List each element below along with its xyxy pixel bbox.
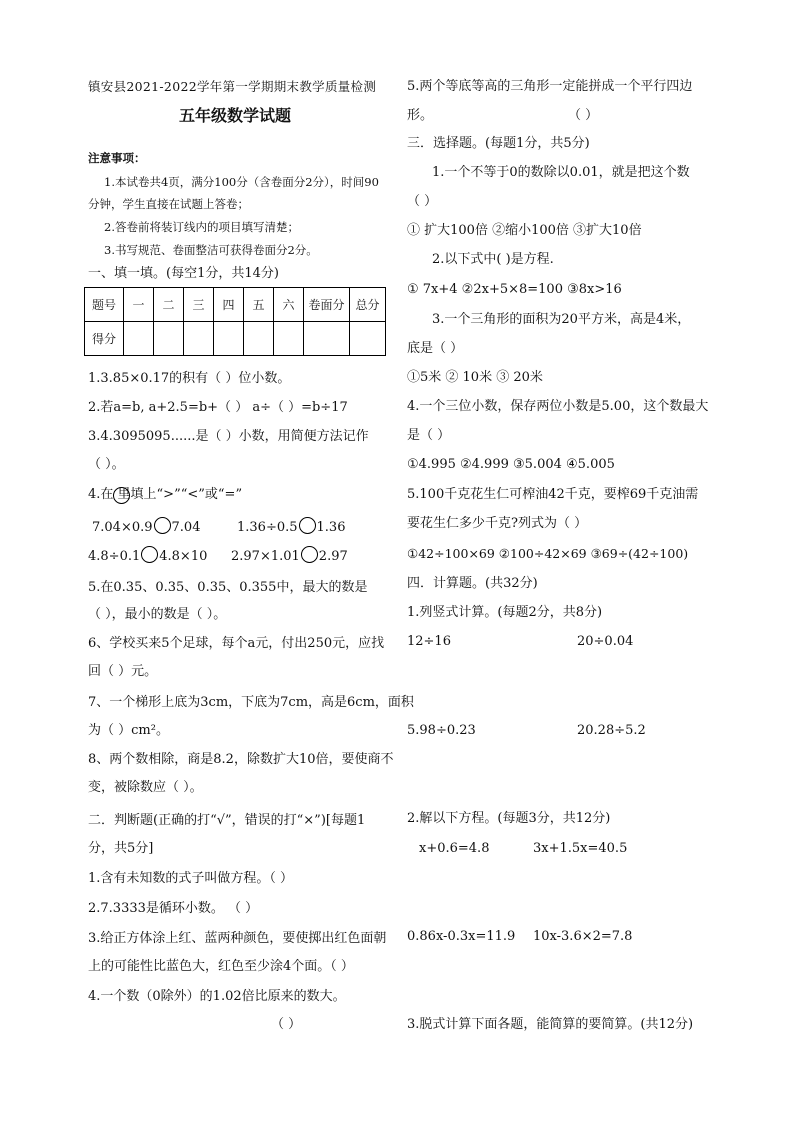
s4-part3: 3.脱式计算下面各题，能简算的要简算。(共12分) bbox=[407, 1017, 694, 1032]
s1-q8a: 8、两个数相除，商是8.2，除数扩大10倍，要使商不 bbox=[88, 752, 394, 767]
score-value-row bbox=[85, 322, 386, 356]
s1-q4-expr: 7.04×0.9 bbox=[92, 520, 153, 535]
note-1b: 分钟，学生直接在试题上答卷； bbox=[88, 197, 249, 211]
s2-q5a: 5.两个等底等高的三角形一定能拼成一个平行四边 bbox=[407, 79, 693, 94]
s2-q5-paren: （ ） bbox=[568, 108, 599, 123]
s3-q4a: 4.一个三位小数，保存两位小数是5.00，这个数最大 bbox=[407, 399, 709, 414]
s1-q4-expr: 4.8÷0.1 bbox=[88, 549, 141, 564]
score-cell[interactable] bbox=[350, 322, 386, 356]
s3-q5a: 5.100千克花生仁可榨油42千克，要榨69千克油需 bbox=[407, 487, 699, 502]
s1-q4-row2b bbox=[231, 546, 348, 565]
s1-q6b: 回（ ）元。 bbox=[88, 664, 158, 679]
exam-header: 镇安县2021-2022学年第一学期期末教学质量检测 bbox=[88, 79, 377, 94]
s2-q2: 2.7.3333是循环小数。 （ ） bbox=[88, 901, 259, 916]
score-cell[interactable] bbox=[244, 322, 274, 356]
note-3: 3.书写规范、卷面整洁可获得卷面分2分。 bbox=[104, 243, 318, 257]
exam-title: 五年级数学试题 bbox=[179, 106, 292, 125]
section2-title-a: 二．判断题(正确的打“√”，错误的打“×”)[每题1 bbox=[88, 813, 366, 828]
score-header-cell: 总分 bbox=[350, 288, 386, 322]
equation-1: x+0.6=4.8 bbox=[419, 841, 490, 856]
score-header-cell: 四 bbox=[214, 288, 244, 322]
equation-4: 10x-3.6×2=7.8 bbox=[533, 929, 633, 944]
s1-q3b: （ ）。 bbox=[88, 457, 125, 472]
section1-title: 一、填一填。(每空1分，共14分) bbox=[88, 266, 279, 281]
s1-q3a: 3.4.3095095......是（ ）小数，用简便方法记作 bbox=[88, 429, 369, 444]
score-cell[interactable] bbox=[154, 322, 184, 356]
score-header-cell: 五 bbox=[244, 288, 274, 322]
s1-q4-row1a bbox=[92, 517, 200, 536]
compare-circle-icon[interactable] bbox=[154, 517, 171, 534]
score-header-cell: 六 bbox=[274, 288, 304, 322]
s1-q4-expr: 4.8×10 bbox=[159, 549, 208, 564]
s2-q5b: 形。 bbox=[407, 108, 434, 123]
s3-q2: 2.以下式中( )是方程. bbox=[432, 252, 554, 267]
s3-q4-options: ①4.995 ②4.999 ③5.004 ④5.005 bbox=[407, 457, 615, 472]
score-cell[interactable] bbox=[304, 322, 350, 356]
s1-q4-expr: 7.04 bbox=[171, 520, 201, 535]
s1-q4-expr: 1.36 bbox=[316, 520, 346, 535]
s1-q4-text: 4.在 里填上“>”“<”或“=” bbox=[88, 487, 243, 502]
s3-q3-options: ①5米 ② 10米 ③ 20米 bbox=[407, 370, 543, 385]
score-cell[interactable] bbox=[274, 322, 304, 356]
s4-part1: 1.列竖式计算。(每题2分，共8分) bbox=[407, 605, 603, 620]
note-1a: 1.本试卷共4页，满分100分（含卷面分2分），时间90 bbox=[104, 175, 379, 189]
s2-q3b: 上的可能性比蓝色大，红色至少涂4个面。（ ） bbox=[88, 959, 354, 974]
score-header-cell: 二 bbox=[154, 288, 184, 322]
compare-circle-icon[interactable] bbox=[141, 546, 158, 563]
s1-q1: 1.3.85×0.17的积有（ ）位小数。 bbox=[88, 371, 291, 386]
compare-circle-icon bbox=[113, 487, 130, 504]
s1-q7b: 为（ ）cm²。 bbox=[88, 723, 169, 738]
s3-q1b: （ ） bbox=[407, 194, 438, 209]
s3-q3b: 底是（ ） bbox=[407, 341, 464, 356]
equation-2: 3x+1.5x=40.5 bbox=[533, 841, 628, 856]
s2-q4: 4.一个数（0除外）的1.02倍比原来的数大。 bbox=[88, 989, 346, 1004]
s2-q4-paren: （ ） bbox=[271, 1017, 302, 1032]
s1-q4-row1b bbox=[237, 517, 345, 536]
score-header-cell: 卷面分 bbox=[304, 288, 350, 322]
score-cell[interactable] bbox=[124, 322, 154, 356]
s3-q1a: 1.一个不等于0的数除以0.01，就是把这个数 bbox=[432, 165, 690, 180]
s1-q5b: （ ），最小的数是（ ）。 bbox=[88, 607, 227, 622]
s3-q3a: 3.一个三角形的面积为20平方米，高是4米， bbox=[432, 312, 691, 327]
s3-q5-options: ①42÷100×69 ②100÷42×69 ③69÷(42÷100) bbox=[407, 546, 689, 561]
s1-q5a: 5.在0.35、0.35、0.35、0.355中，最大的数是 bbox=[88, 580, 368, 595]
section4-title: 四．计算题。(共32分) bbox=[407, 576, 538, 591]
s1-q6a: 6、学校买来5个足球，每个a元，付出250元，应找 bbox=[88, 636, 385, 651]
s1-q4-expr: 2.97×1.01 bbox=[231, 549, 300, 564]
score-header-cell: 三 bbox=[184, 288, 214, 322]
score-table bbox=[84, 287, 386, 356]
s1-q2: 2.若a=b, a+2.5=b+（ ） a÷（ ）=b÷17 bbox=[88, 400, 348, 415]
s3-q1-options: ① 扩大100倍 ②缩小100倍 ③扩大10倍 bbox=[407, 223, 642, 238]
calc-4: 20.28÷5.2 bbox=[577, 723, 646, 738]
compare-circle-icon[interactable] bbox=[301, 546, 318, 563]
notes-heading: 注意事项： bbox=[88, 151, 146, 165]
s2-q3a: 3.给正方体涂上红、蓝两种颜色，要使掷出红色面朝 bbox=[88, 931, 387, 946]
s1-q4-row2a bbox=[88, 546, 207, 565]
section2-title-b: 分，共5分] bbox=[88, 841, 154, 856]
calc-2: 20÷0.04 bbox=[577, 634, 634, 649]
note-2: 2.答卷前将装订线内的项目填写清楚； bbox=[104, 220, 299, 234]
s1-q4-expr: 2.97 bbox=[318, 549, 348, 564]
compare-circle-icon[interactable] bbox=[299, 517, 316, 534]
s3-q2-options: ① 7x+4 ②2x+5×8=100 ③8x>16 bbox=[407, 282, 622, 297]
calc-3: 5.98÷0.23 bbox=[407, 723, 476, 738]
equation-3: 0.86x-0.3x=11.9 bbox=[407, 929, 516, 944]
section3-title: 三．选择题。(每题1分，共5分) bbox=[407, 136, 590, 151]
s3-q5b: 要花生仁多少千克?列式为（ ） bbox=[407, 516, 588, 531]
s1-q7a: 7、一个梯形上底为3cm，下底为7cm，高是6cm，面积 bbox=[88, 695, 414, 710]
calc-1: 12÷16 bbox=[407, 634, 451, 649]
s4-part2: 2.解以下方程。(每题3分，共12分) bbox=[407, 811, 611, 826]
s1-q4 bbox=[88, 487, 242, 503]
score-header-row bbox=[85, 288, 386, 322]
score-header-cell: 一 bbox=[124, 288, 154, 322]
s3-q4b: 是（ ） bbox=[407, 428, 451, 443]
score-header-cell: 题号 bbox=[85, 288, 124, 322]
score-cell[interactable] bbox=[184, 322, 214, 356]
score-cell[interactable] bbox=[214, 322, 244, 356]
score-row-label: 得分 bbox=[85, 322, 124, 356]
s1-q4-expr: 1.36÷0.5 bbox=[237, 520, 298, 535]
s1-q8b: 变，被除数应（ ）。 bbox=[88, 780, 203, 795]
s2-q1: 1.含有未知数的式子叫做方程。（ ） bbox=[88, 871, 294, 886]
